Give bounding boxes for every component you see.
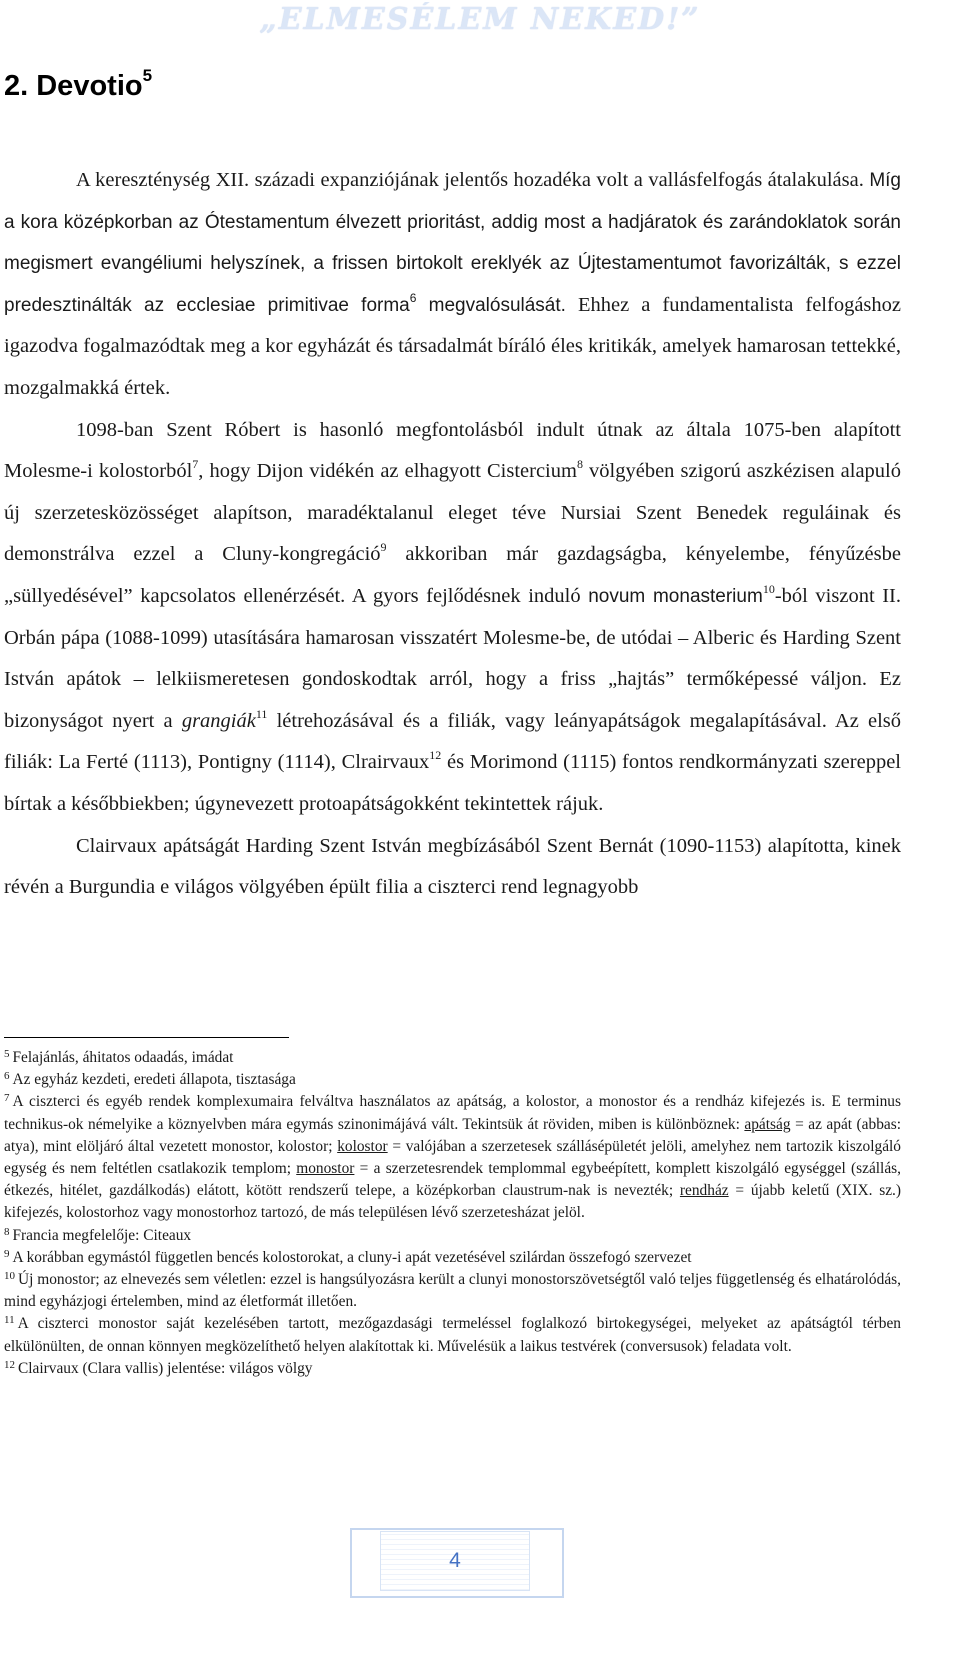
footnote-ref-8[interactable]: 8 [576,457,583,472]
footnote-text: Clairvaux (Clara vallis) jelentése: világos völgy [18,1359,313,1377]
footnote-number: 6 [4,1070,10,1083]
text-run: A kereszténység XII. századi expanziójának jelentős hozadéka volt a vallásfelfogás átalakulása. [76,169,870,191]
footnote-text: Felajánlás, áhitatos odaadás, imádat [12,1049,234,1066]
footnote-5 [4,1047,901,1069]
footnote-text: A ciszterci monostor saját kezelésében tartott, mezőgazdasági termeléssel foglalkozó birtokegységei, melyeket az apátságtól térben elkülönülten, de onnan könnyen megközelíthető helyen alakítottak ki. Művelésük a laikus testvérek (conversusok) feladata volt. [4,1315,901,1355]
page-number: 4 [449,1549,461,1572]
text-run: és Morimond (1115) fontos rendkormányzati szereppel bírtak a későbbiekben; úgynevezett protoapátságokként tekintettek rájuk. [4,751,902,815]
footnote-8 [4,1225,901,1247]
footnote-number: 8 [4,1225,10,1238]
footnote-ref-9[interactable]: 9 [380,540,387,555]
text-run: -ból viszont II. Orbán pápa (1088-1099) utasítására hamarosan visszatért Molesme-be, de utódai – Alberic és Harding Szent István apátok – lelkiismeretesen gondoskodtak arról, hogy a friss „hajtás” termőképessé váljon. Ez bizonyságot nyert a [4,584,901,732]
footnote-11 [4,1313,901,1357]
paragraph-2 [4,410,901,826]
footnote-9 [4,1247,901,1269]
text-run: völgyében szigorú aszkézisen alapuló új szerzetesközösséget alapítson, maradéktalanul eleget téve Nursiai Szent Benedek reguláinak és demonstrálva ezzel a Cluny-kongregáció [4,460,901,566]
text-run: Ehhez a fundamentalista felfogáshoz igazodva fogalmazódtak meg a kor egyházát és társadalmát bíráló éles kritikák, amelyek hamarosan tettekké, mozgalmakká értek. [4,293,901,399]
footnote-7 [4,1091,901,1224]
footnote-separator [4,1037,289,1038]
footnote-6 [4,1069,901,1091]
chapter-title-text: 2. Devotio [4,70,143,102]
paragraph-1 [4,160,901,410]
footnote-text: = újabb keletű (XIX. sz.) kifejezés, kolostorhoz vagy monostorhoz tartozó, de más településen lévő szerzetesházat jelöl. [4,1182,901,1222]
footnote-ref-10[interactable]: 10 [762,581,775,596]
footnote-number: 7 [4,1092,10,1105]
footnote-text: = valójában a szerzetesek szállásépületét jelöli, amelyhez nem tartozik kiszolgáló egység és nem feltétlen csatlakozik templom; [4,1137,901,1178]
footnote-number: 5 [4,1048,10,1060]
footnote-term: kolostor [337,1137,388,1155]
footnote-text: A korábban egymástól független bencés kolostorokat, a cluny-i apát vezetésével szilárdan összefogó szervezet [12,1248,692,1266]
footnote-number: 9 [4,1247,10,1260]
footnote-term: apátság [744,1115,791,1133]
footnote-text: Az egyház kezdeti, eredeti állapota, tisztasága [12,1071,296,1089]
footnote-number: 12 [4,1358,15,1371]
running-header-title: „ELMESÉLEM NEKED!” [259,2,701,37]
footnote-text: Francia megfelelője: Citeaux [12,1226,192,1244]
footnote-term: rendház [679,1182,729,1200]
text-run: Clairvaux apátságát Harding Szent István megbízásából Szent Bernát (1090-1153) alapította, kinek révén a Burgundia e világos völgyében épült filia a ciszterci rend legnagyobb [4,834,901,899]
text-run: Míg a kora középkorban az Ótestamentum élvezett prioritást, addig most a hadjáratok és zarándoklatok során megismert evangéliumi helyszínek, a frissen birtokolt ereklyék az Újtestamentumot favorizálták, s ezzel predesztinálták az ecclesiae primitivae forma [4,170,901,316]
text-run: megvalósulását. [416,294,566,316]
chapter-title [4,66,152,103]
text-run-italic: grangiák [181,709,256,732]
body-text [4,160,901,909]
text-run: létrehozásával és a filiák, vagy leányapátságok megalapításával. Az első filiák: La Ferté (1113), Pontigny (1114), Clrairvaux [4,709,901,774]
footnote-12 [4,1358,901,1380]
footnote-ref-6[interactable]: 6 [409,290,417,305]
footnote-text: = a szerzetesrendek templommal egybeépített, komplett kiszolgáló egységgel (szállás, étkezés, hitélet, gazdálkodás) elátott, kötött rendszerű telepe, a középkorban claustrum-nak is nevezték; [4,1160,902,1200]
footnotes [4,1047,901,1380]
footnote-term: monostor [296,1160,355,1178]
paragraph-3 [4,826,901,909]
footnote-ref-5[interactable]: 5 [142,66,153,85]
footnote-number: 11 [4,1314,15,1327]
text-run: novum monasterium [588,585,763,607]
footnote-number: 10 [4,1270,15,1283]
text-run: akkoriban már gazdagságba, kényelembe, fényűzésbe „süllyedésével” kapcsolatos ellenérzését. A gyors fejlődésnek induló [4,543,901,607]
footnote-ref-12[interactable]: 12 [429,748,442,763]
footnote-text: = az apát (abbas: atya), mint elöljáró által vezetett monostor, kolostor; [4,1115,901,1155]
footnote-text: A ciszterci és egyéb rendek komplexumaira felváltva használatos az apátság, a kolostor, a monostor és a rendház kifejezés is. E terminus technikus-ok némelyike a köznyelvben mára egymás szinonimájává vált. Tekintsük át röviden, miben is különböznek: [4,1093,901,1133]
text-run: 1098-ban Szent Róbert is hasonló megfontolásból indult útnak az általa 1075-ben alapított Molesme-i kolostorból [4,418,901,483]
footnote-ref-11[interactable]: 11 [255,706,268,721]
text-run: , hogy Dijon vidékén az elhagyott Cistercium [198,460,577,483]
footnote-ref-7[interactable]: 7 [192,457,199,472]
footnote-text: Új monostor; az elnevezés sem véletlen: ezzel is hangsúlyozásra került a clunyi monostorszövetségtől való teljes függetlenség és elhatárolódás, mind egyházjogi értelemben, mind az életformát illetően. [4,1271,901,1311]
footnote-10 [4,1269,901,1313]
